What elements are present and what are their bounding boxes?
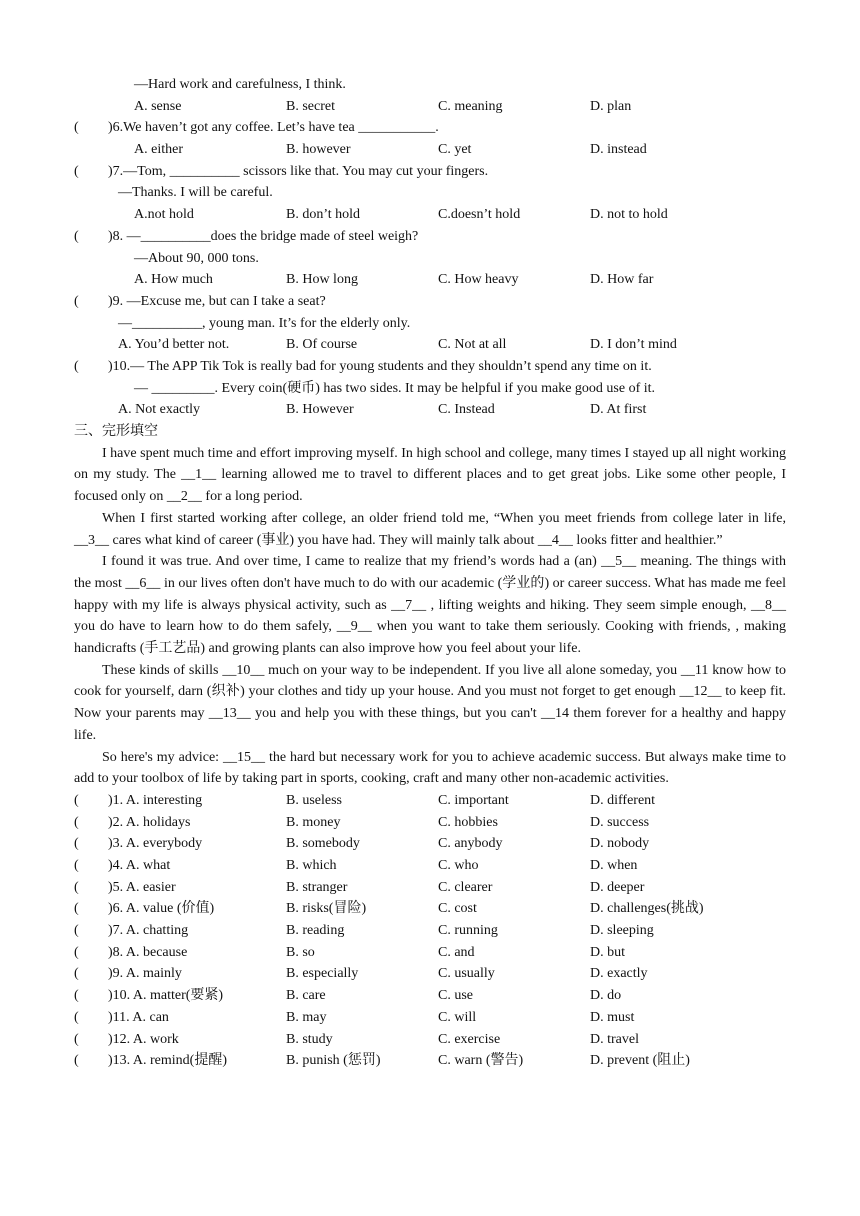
cloze-option-d: D. sleeping — [590, 923, 654, 939]
q10-stem: )10.— The APP Tik Tok is really bad for young students and they shouldn’t spend any time on it. — [108, 358, 652, 374]
cloze-option-b: B. may — [286, 1009, 327, 1025]
q8-stem-line — [0, 226, 860, 248]
cloze-option-row — [0, 833, 860, 855]
cloze-option-paren: ( — [74, 923, 79, 939]
cloze-option-a: )13. A. remind(提醒) — [108, 1053, 227, 1069]
cloze-option-row — [0, 877, 860, 899]
q8-options — [0, 269, 860, 291]
cloze-option-c: C. who — [438, 858, 479, 873]
q6-stem-line — [0, 117, 860, 139]
cloze-option-c: C. warn (警告) — [438, 1053, 524, 1069]
cloze-option-a: )3. A. everybody — [108, 836, 203, 852]
cloze-option-a: )8. A. because — [108, 944, 188, 960]
q7-paren: ( — [74, 163, 79, 179]
q5-option-b: B. secret — [286, 98, 335, 114]
q5-option-d: D. plan — [590, 98, 632, 114]
cloze-option-d: D. do — [590, 988, 622, 1004]
q7-option-a: A.not hold — [134, 207, 194, 223]
cloze-paragraph-1: I have spent much time and effort improving myself. In high school and college, many times I stayed up all night working on my study. The __1__ learning allowed me to travel to different places and to get great jobs. Like some other people, I focused only on __2__ for a long period. — [74, 445, 786, 505]
q7-dialog: —Thanks. I will be careful. — [118, 185, 273, 201]
cloze-option-a: )12. A. work — [108, 1031, 179, 1047]
q5-option-a: A. sense — [134, 98, 182, 114]
cloze-option-c: C. and — [438, 944, 475, 960]
cloze-option-c: C. will — [438, 1009, 477, 1025]
q8-option-a: A. How much — [134, 272, 213, 288]
q6-option-d: D. instead — [590, 142, 647, 158]
q10-paren: ( — [74, 358, 79, 374]
q6-paren: ( — [74, 120, 79, 136]
q9-option-b: B. Of course — [286, 337, 358, 353]
cloze-option-row — [0, 942, 860, 964]
q10-options — [0, 399, 860, 421]
q7-option-c: C.doesn’t hold — [438, 207, 521, 223]
cloze-option-d: D. exactly — [590, 966, 648, 982]
cloze-option-a: )7. A. chatting — [108, 923, 189, 939]
cloze-option-c: C. clearer — [438, 879, 493, 895]
q10-dialog-line — [0, 378, 860, 400]
cloze-option-paren: ( — [74, 879, 79, 895]
cloze-option-d: D. travel — [590, 1031, 639, 1047]
q5-option-c: C. meaning — [438, 98, 503, 114]
cloze-option-b: B. somebody — [286, 836, 360, 852]
cloze-option-d: D. nobody — [590, 836, 650, 852]
cloze-option-row — [0, 1050, 860, 1072]
cloze-option-a: )5. A. easier — [108, 879, 176, 895]
cloze-option-b: B. study — [286, 1031, 333, 1047]
cloze-option-row — [0, 855, 860, 877]
cloze-option-paren: ( — [74, 988, 79, 1004]
cloze-option-b: B. stranger — [286, 879, 348, 895]
q9-dialog: —__________, young man. It’s for the elderly only. — [118, 315, 411, 331]
cloze-option-a: )9. A. mainly — [108, 966, 182, 982]
cloze-option-paren: ( — [74, 858, 79, 873]
cloze-option-d: D. different — [590, 792, 656, 808]
q5-answer: —Hard work and carefulness, I think. — [134, 77, 346, 92]
cloze-option-d: D. deeper — [590, 879, 645, 895]
cloze-option-paren: ( — [74, 966, 79, 982]
q10-option-c: C. Instead — [438, 402, 495, 418]
cloze-option-b: B. risks(冒险) — [286, 901, 367, 917]
cloze-option-paren: ( — [74, 814, 79, 830]
cloze-option-b: B. which — [286, 858, 337, 873]
cloze-option-a: )4. A. what — [108, 858, 171, 873]
q10-option-a: A. Not exactly — [118, 402, 201, 418]
q6-options — [0, 139, 860, 161]
cloze-option-c: C. cost — [438, 901, 477, 917]
q8-option-b: B. How long — [286, 272, 358, 288]
q9-dialog-line — [0, 313, 860, 335]
cloze-paragraph-5: So here's my advice: __15__ the hard but necessary work for you to achieve academic success. But always make time to add to your toolbox of life by taking part in sports, cooking, craft and many other non-academic activities. — [74, 749, 786, 787]
cloze-option-b: B. useless — [286, 792, 342, 808]
cloze-option-c: C. usually — [438, 966, 495, 982]
cloze-option-a: )11. A. can — [108, 1009, 169, 1025]
q9-stem: )9. —Excuse me, but can I take a seat? — [108, 293, 326, 309]
cloze-option-a: )2. A. holidays — [108, 814, 191, 830]
q9-option-a: A. You’d better not. — [118, 337, 230, 353]
cloze-option-d: D. success — [590, 814, 650, 830]
cloze-option-b: B. especially — [286, 966, 359, 982]
q6-option-c: C. yet — [438, 142, 472, 158]
q9-stem-line — [0, 291, 860, 313]
cloze-option-d: D. when — [590, 858, 638, 873]
cloze-option-paren: ( — [74, 836, 79, 852]
cloze-paragraph-4: These kinds of skills __10__ much on your way to be independent. If you live all alone someday, you __11 know how to cook for yourself, darn (织补) your clothes and tidy up your house. And you must not forget to get enough __12__ to keep fit. Now your parents may __13__ you and help you with these things, but you can't __14 them forever for a healthy and happy life. — [74, 662, 786, 743]
cloze-option-paren: ( — [74, 901, 79, 917]
cloze-option-row — [0, 963, 860, 985]
cloze-option-c: C. running — [438, 923, 498, 939]
cloze-option-a: )10. A. matter(要紧) — [108, 988, 224, 1004]
cloze-option-b: B. so — [286, 944, 315, 960]
q7-option-b: B. don’t hold — [286, 207, 361, 223]
q8-paren: ( — [74, 228, 79, 244]
cloze-option-row — [0, 985, 860, 1007]
cloze-option-c: C. use — [438, 988, 473, 1004]
cloze-option-b: B. money — [286, 814, 341, 830]
q9-option-d: D. I don’t mind — [590, 337, 677, 353]
cloze-option-paren: ( — [74, 1053, 79, 1069]
cloze-option-paren: ( — [74, 792, 79, 808]
cloze-option-row — [0, 1007, 860, 1029]
cloze-option-b: B. punish (惩罚) — [286, 1053, 381, 1069]
cloze-option-c: C. hobbies — [438, 814, 498, 830]
q6-option-b: B. however — [286, 142, 351, 158]
cloze-option-row — [0, 812, 860, 834]
q8-stem: )8. —__________does the bridge made of steel weigh? — [108, 228, 419, 244]
q10-dialog: — _________. Every coin(硬币) has two sides. It may be helpful if you make good use of it. — [134, 380, 656, 396]
cloze-option-c: C. exercise — [438, 1031, 501, 1047]
q10-stem-line — [0, 356, 860, 378]
q5-options — [0, 96, 860, 118]
cloze-option-d: D. prevent (阻止) — [590, 1053, 690, 1069]
q8-option-c: C. How heavy — [438, 272, 519, 288]
cloze-option-d: D. but — [590, 944, 625, 960]
q8-dialog-line — [0, 248, 860, 270]
q5-answer-line — [0, 74, 860, 96]
cloze-option-row — [0, 898, 860, 920]
cloze-paragraph-3: I found it was true. And over time, I came to realize that my friend’s words had a (an) __5__ meaning. The things with the most __6__ in our lives often don't have much to do with our academic (学业的) or career success. What has made me feel happy with my life is always physical activity, such as __7__ , lifting weights and hiking. They seem simple enough, __8__ you do have to learn how to do them safely, __9__ when you want to take them seriously. Cooking with friends, , making handicrafts (手工艺品) and growing plants can also improve how you feel about your life. — [74, 554, 786, 657]
q6-stem: )6.We haven’t got any coffee. Let’s have tea ___________. — [108, 120, 439, 136]
q7-stem-line — [0, 161, 860, 183]
cloze-paragraph-2: When I first started working after college, an older friend told me, “When you meet friends from college later in life, __3__ cares what kind of career (事业) you have had. They will mainly talk about __4__ looks fitter and healthier.” — [74, 510, 786, 548]
cloze-option-row — [0, 790, 860, 812]
q9-options — [0, 334, 860, 356]
cloze-option-b: B. care — [286, 988, 326, 1004]
worksheet-page — [0, 74, 860, 1072]
cloze-option-a: )1. A. interesting — [108, 792, 203, 808]
cloze-option-paren: ( — [74, 944, 79, 960]
cloze-option-c: C. anybody — [438, 836, 503, 852]
cloze-option-b: B. reading — [286, 923, 345, 939]
q8-option-d: D. How far — [590, 272, 654, 288]
section-heading-cloze: 三、完形填空 — [74, 424, 158, 439]
cloze-options-list — [0, 790, 860, 1072]
q7-options — [0, 204, 860, 226]
cloze-option-c: C. important — [438, 792, 509, 808]
cloze-option-row — [0, 920, 860, 942]
q7-stem: )7.—Tom, __________ scissors like that. You may cut your fingers. — [108, 163, 489, 179]
cloze-option-d: D. challenges(挑战) — [590, 901, 704, 917]
q7-dialog-line — [0, 182, 860, 204]
cloze-option-row — [0, 1029, 860, 1051]
q8-dialog: —About 90, 000 tons. — [134, 250, 259, 266]
q6-option-a: A. either — [134, 142, 183, 158]
q9-paren: ( — [74, 293, 79, 309]
cloze-option-paren: ( — [74, 1031, 79, 1047]
q10-option-b: B. However — [286, 402, 354, 418]
cloze-option-paren: ( — [74, 1009, 79, 1025]
cloze-option-a: )6. A. value (价值) — [108, 901, 215, 917]
q9-option-c: C. Not at all — [438, 337, 507, 353]
q10-option-d: D. At first — [590, 402, 647, 418]
cloze-option-d: D. must — [590, 1009, 635, 1025]
q7-option-d: D. not to hold — [590, 207, 668, 223]
